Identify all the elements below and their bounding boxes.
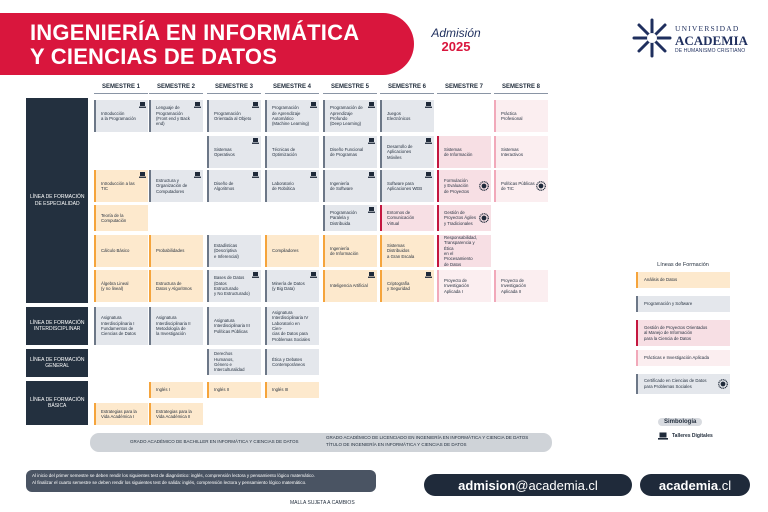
course-name: Estadísticas (Descriptiva e Inferencial)	[214, 242, 239, 259]
course-name: Formulación y Evaluación de Proyectos	[444, 177, 470, 194]
symbol-laptop	[658, 432, 713, 440]
course-cell	[94, 170, 148, 202]
course-cell	[323, 136, 377, 168]
area-label: LÍNEA DE FORMACIÓN GENERAL	[30, 356, 85, 369]
course-name: Sistemas Operativos	[214, 146, 235, 157]
laptop-icon	[139, 102, 146, 108]
legend-item-label: Prácticas e Investigación Aplicada	[644, 355, 709, 361]
legend-item-label: Gestión de Proyectos Orientados al Manejo de Información para la Ciencia de Datos	[644, 324, 708, 341]
course-cell	[380, 100, 434, 132]
course-name: Laboratorio de Robótica	[272, 180, 295, 191]
course-name: Desarrollo de Aplicaciones Móviles	[387, 143, 413, 160]
course-cell	[494, 136, 548, 168]
course-name: Gestión de Proyectos Ágiles y Tradicionales	[444, 209, 477, 226]
symbol-laptop-label: Talleres Digitales	[672, 433, 713, 439]
course-name: Práctica Profesional	[501, 110, 523, 121]
email-bold: admision	[458, 477, 516, 493]
university-name-3: DE HUMANISMO CRISTIANO	[675, 48, 746, 54]
area-interdisciplinar	[26, 307, 88, 345]
semester-divider	[323, 93, 377, 94]
seal-icon	[479, 213, 489, 223]
university-logo-icon	[632, 18, 672, 58]
course-cell	[265, 307, 319, 345]
course-name: Inteligencia Artificial	[330, 283, 368, 289]
course-name: Sistemas Distribuidos a Gran Escala	[387, 242, 415, 259]
legend-item	[636, 350, 730, 366]
course-name: Políticas Públicas de TIC	[501, 180, 535, 191]
course-name: Programación de Aprendizaje Automático (Machine Learning)	[272, 105, 310, 127]
admision-email-link[interactable]	[424, 474, 632, 496]
course-name: Introducción a las TIC	[101, 180, 135, 191]
semester-header: SEMESTRE 2	[156, 84, 195, 90]
course-name: Álgebra Lineal (y no lineal)	[101, 280, 129, 291]
seal-icon	[479, 181, 489, 191]
course-name: Juegos Electrónicos	[387, 110, 411, 121]
course-cell	[380, 205, 434, 231]
course-cell	[94, 205, 148, 231]
program-title-line2: Y CIENCIAS DE DATOS	[30, 44, 278, 69]
course-cell	[437, 170, 491, 202]
course-name: Compiladores	[272, 248, 299, 254]
course-cell	[207, 270, 261, 302]
laptop-icon	[252, 102, 259, 108]
admision-year: 2025	[441, 39, 471, 54]
laptop-icon	[658, 432, 668, 440]
laptop-icon	[310, 172, 317, 178]
course-cell	[149, 170, 203, 202]
course-name: Ingeniería de Software	[330, 180, 353, 191]
area-label: LÍNEA DE FORMACIÓN BÁSICA	[30, 396, 85, 409]
laptop-icon	[139, 172, 146, 178]
area-basica	[26, 381, 88, 425]
laptop-icon	[310, 102, 317, 108]
website-link[interactable]	[640, 474, 750, 496]
course-name: Entornos de Comunicación Virtual	[387, 209, 415, 226]
course-cell	[94, 403, 148, 425]
area-especialidad	[26, 98, 88, 303]
university-name-2: ACADEMIA	[675, 33, 748, 48]
laptop-icon	[425, 138, 432, 144]
email-rest: @academia.cl	[515, 477, 598, 493]
course-cell	[149, 235, 203, 267]
course-name: Programación Orientada al Objeto	[214, 110, 252, 121]
semester-divider	[207, 93, 261, 94]
course-cell	[323, 235, 377, 267]
semester-divider	[437, 93, 491, 94]
course-cell	[265, 382, 319, 398]
course-name: Lenguaje de Programación (Front end y Back end)	[156, 105, 190, 127]
course-cell	[380, 270, 434, 302]
course-cell	[265, 100, 319, 132]
course-name: Minería de Datos (y Big Data)	[272, 280, 305, 291]
course-name: Programación Paralela y Distribuida	[330, 209, 357, 226]
course-cell	[323, 170, 377, 202]
course-cell	[149, 403, 203, 425]
degree-titulo: TÍTULO DE INGENIERÍA EN INFORMÁTICA Y CIENCIAS DE DATOS	[326, 442, 467, 447]
program-title-line1: INGENIERÍA EN INFORMÁTICA	[30, 20, 360, 45]
semester-header: SEMESTRE 3	[214, 84, 253, 90]
course-name: Proyecto de Investigación Aplicada I	[444, 277, 470, 294]
course-cell	[94, 235, 148, 267]
laptop-icon	[368, 207, 375, 213]
title-banner	[0, 13, 414, 75]
course-cell	[437, 136, 491, 168]
course-name: Software para Aplicaciones WEB	[387, 180, 423, 191]
legend-item	[636, 272, 730, 288]
semester-divider	[265, 93, 319, 94]
course-cell	[207, 235, 261, 267]
note-line2: Al finalizar el cuarto semestre se deben rendir los siguientes test de salida: inglés, comprensión lectora y pensamiento lógico matemático.	[32, 479, 307, 485]
legend-title: Líneas de Formación	[657, 262, 709, 268]
course-name: Introducción a la Programación	[101, 110, 136, 121]
website-bold: academia	[658, 477, 719, 493]
area-general	[26, 349, 88, 377]
course-cell	[323, 270, 377, 302]
semester-divider	[94, 93, 148, 94]
area-label: LÍNEA DE FORMACIÓN INTERDISCIPLINAR	[30, 319, 85, 332]
course-cell	[265, 270, 319, 302]
course-cell	[380, 235, 434, 267]
course-name: Teoría de la Computación	[101, 212, 127, 223]
semester-divider	[149, 93, 203, 94]
course-name: Ética y Debates Contemporáneos	[272, 356, 305, 367]
laptop-icon	[194, 102, 201, 108]
course-name: Inglés II	[214, 387, 230, 393]
course-cell	[494, 100, 548, 132]
semester-divider	[380, 93, 434, 94]
course-cell	[207, 136, 261, 168]
laptop-icon	[252, 138, 259, 144]
laptop-icon	[368, 138, 375, 144]
course-cell	[437, 205, 491, 231]
course-name: Sistemas Interactivos	[501, 146, 523, 157]
course-cell	[149, 382, 203, 398]
course-cell	[207, 170, 261, 202]
course-cell	[94, 100, 148, 132]
course-cell	[323, 205, 377, 231]
laptop-icon	[425, 272, 432, 278]
course-cell	[265, 349, 319, 375]
course-cell	[437, 235, 491, 267]
course-cell	[380, 136, 434, 168]
laptop-icon	[252, 172, 259, 178]
degree-licenciado: GRADO ACADÉMICO DE LICENCIADO EN INGENIERÍA EN INFORMÁTICA Y CIENCIA DE DATOS	[326, 435, 529, 440]
area-label: LÍNEA DE FORMACIÓN DE ESPECIALIDAD	[30, 194, 85, 207]
course-cell	[207, 349, 261, 375]
semester-header: SEMESTRE 7	[444, 84, 483, 90]
course-name: Programación de Aprendizaje Profundo (Deep Learning)	[330, 105, 363, 127]
course-name: Inglés I	[156, 387, 170, 393]
laptop-icon	[194, 172, 201, 178]
course-cell	[265, 136, 319, 168]
course-cell	[380, 170, 434, 202]
semester-header: SEMESTRE 6	[387, 84, 426, 90]
course-cell	[94, 270, 148, 302]
laptop-icon	[425, 172, 432, 178]
laptop-icon	[425, 102, 432, 108]
seal-icon	[718, 379, 728, 389]
course-name: Ingeniería de Información	[330, 245, 359, 256]
semester-header: SEMESTRE 4	[272, 84, 311, 90]
course-cell	[207, 307, 261, 345]
course-name: Asignatura Interdisciplinaria IV Laboratorio en Cien- cias de Datos para Problemas Sociales	[272, 309, 310, 342]
semester-divider	[494, 93, 548, 94]
degree-bachiller: GRADO ACADÉMICO DE BACHILLER EN INFORMÁTICA Y CIENCIAS DE DATOS	[130, 439, 299, 444]
course-name: Asignatura Interdisciplinaria I Fundamentos de Ciencias de Datos	[101, 315, 136, 337]
course-name: Responsabilidad, Transparencia y Ética en el Procesamiento de Datos	[444, 235, 477, 267]
course-name: Proyecto de Investigación Aplicada II	[501, 277, 527, 294]
course-name: Estructura y Organización de Computadores	[156, 177, 188, 194]
legend-item-label: Programación y Software	[644, 301, 693, 307]
course-name: Estrategias para la Vida Académica I	[101, 408, 137, 419]
course-cell	[265, 170, 319, 202]
legend-item	[636, 320, 730, 346]
course-cell	[149, 307, 203, 345]
course-name: Inglés III	[272, 387, 289, 393]
course-name: Asignatura Interdisciplinaria III Políticas Públicas	[214, 317, 250, 334]
semester-header: SEMESTRE 1	[101, 84, 140, 90]
legend-item-label: Certificado en Ciencias de Datos para Problemas Sociales	[644, 378, 707, 389]
university-name-1: UNIVERSIDAD	[675, 24, 740, 33]
course-cell	[494, 270, 548, 302]
admision-label: Admisión	[431, 26, 481, 40]
website-rest: .cl	[718, 477, 732, 493]
course-name: Bases de Datos (Datos Estructurado y No Estructurado)	[214, 275, 250, 297]
diagnostic-note	[26, 470, 376, 492]
legend-item	[636, 374, 730, 394]
semester-header: SEMESTRE 5	[330, 84, 369, 90]
laptop-icon	[368, 172, 375, 178]
course-name: Técnicas de Optimización	[272, 146, 297, 157]
laptop-icon	[368, 272, 375, 278]
course-cell	[149, 270, 203, 302]
course-cell	[207, 100, 261, 132]
course-name: Probabilidades	[156, 248, 185, 254]
malla-sujeta-note: MALLA SUJETA A CAMBIOS	[290, 500, 355, 506]
course-cell	[323, 100, 377, 132]
note-line1: Al inicio del primer semestre se deben rendir los siguientes test de diagnóstico: inglés, comprensión lectora y pensamiento lógico matemático.	[32, 473, 315, 478]
legend-item	[636, 296, 730, 312]
course-cell	[494, 170, 548, 202]
course-name: Sistemas de Información	[444, 146, 473, 157]
course-cell	[265, 235, 319, 267]
symbol-title: Simbología	[658, 418, 702, 426]
semester-header: SEMESTRE 8	[501, 84, 540, 90]
course-name: Asignatura Interdisciplinaria II Metodología de la Investigación	[156, 315, 191, 337]
course-cell	[149, 100, 203, 132]
course-name: Estrategias para la Vida Académica II	[156, 408, 192, 419]
course-name: Cálculo Básico	[101, 248, 130, 254]
course-name: Diseño Funcional de Programas	[330, 146, 364, 157]
laptop-icon	[368, 102, 375, 108]
course-name: Diseño de Algoritmos	[214, 180, 235, 191]
legend-item-label: Análisis de Datos	[644, 277, 678, 283]
course-cell	[437, 270, 491, 302]
course-name: Estructura de Datos y Algoritmos	[156, 280, 192, 291]
course-cell	[207, 382, 261, 398]
course-name: Criptografía y Seguridad	[387, 280, 410, 291]
course-name: Derechos Humanos, Género e Interculturalidad	[214, 351, 245, 373]
seal-icon	[536, 181, 546, 191]
laptop-icon	[252, 272, 259, 278]
laptop-icon	[310, 272, 317, 278]
course-cell	[94, 307, 148, 345]
